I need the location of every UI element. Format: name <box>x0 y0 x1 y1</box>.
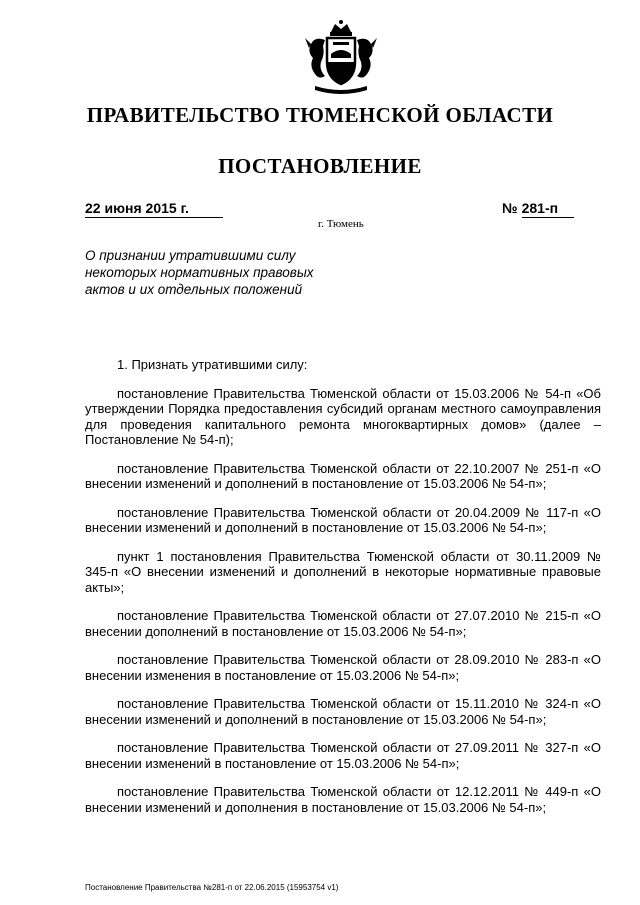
document-body <box>85 357 601 828</box>
document-number <box>502 200 574 218</box>
number-value: 281-п <box>522 200 574 218</box>
body-item: постановление Правительства Тюменской области от 15.11.2010 № 324-п «О внесении изменений и дополнений в постановление от 15.03.2006 № 54-п»; <box>85 696 601 727</box>
body-lead: 1. Признать утратившими силу: <box>117 357 308 372</box>
body-item: постановление Правительства Тюменской области от 28.09.2010 № 283-п «О внесении изменения в постановление от 15.03.2006 № 54-п»; <box>85 652 601 683</box>
body-item: постановление Правительства Тюменской области от 12.12.2011 № 449-п «О внесении изменений и дополнения в постановление от 15.03.2006 № 54-п»; <box>85 784 601 815</box>
document-date: 22 июня 2015 г. <box>85 200 223 218</box>
tyumen-coat-of-arms-icon <box>297 18 385 98</box>
document-city: г. Тюмень <box>318 218 364 230</box>
document-type-title: ПОСТАНОВЛЕНИЕ <box>218 154 422 178</box>
number-prefix: № <box>502 200 518 216</box>
body-item: постановление Правительства Тюменской области от 27.09.2011 № 327-п «О внесении изменений в постановление от 15.03.2006 № 54-п»; <box>85 740 601 771</box>
document-footer: Постановление Правительства №281-п от 22.06.2015 (15953754 v1) <box>85 883 339 892</box>
body-item: постановление Правительства Тюменской области от 20.04.2009 № 117-п «О внесении изменений и дополнений в постановление от 15.03.2006 № 54-п»; <box>85 504 601 535</box>
body-item: пункт 1 постановления Правительства Тюменской области от 30.11.2009 № 345-п «О внесении изменений и дополнений в некоторые нормативные правовые акты»; <box>85 548 601 595</box>
body-item: постановление Правительства Тюменской области от 15.03.2006 № 54-п «Об утверждении Порядка предоставления субсидий органам местного самоуправления для проведения капитального ремонта многоквартирных домов» (далее – Постановление № 54-п); <box>85 385 601 447</box>
body-item: постановление Правительства Тюменской области от 22.10.2007 № 251-п «О внесении изменений и дополнений в постановление от 15.03.2006 № 54-п»; <box>85 460 601 491</box>
body-item: постановление Правительства Тюменской области от 27.07.2010 № 215-п «О внесении дополнений в постановление от 15.03.2006 № 54-п»; <box>85 608 601 639</box>
government-title: ПРАВИТЕЛЬСТВО ТЮМЕНСКОЙ ОБЛАСТИ <box>86 103 554 127</box>
document-subject: О признании утратившими силу некоторых нормативных правовых актов и их отдельных положений <box>85 248 314 297</box>
